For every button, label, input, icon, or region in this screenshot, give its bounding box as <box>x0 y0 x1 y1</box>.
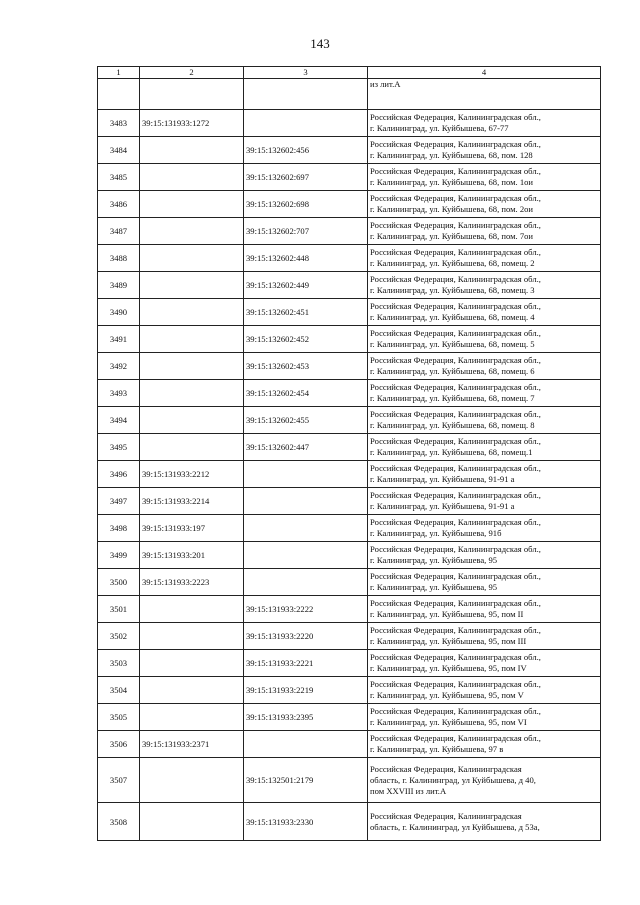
address-line: г. Калининград, ул. Куйбышева, 68, помещ. 4 <box>370 312 535 322</box>
row-number-cell: 3503 <box>98 650 140 677</box>
table-row <box>98 191 601 218</box>
address-cell <box>368 434 601 461</box>
address-line: Российская Федерация, Калининградская обл., <box>370 112 541 122</box>
address-line: Российская Федерация, Калининградская обл., <box>370 436 541 446</box>
address-line: Российская Федерация, Калининградская обл., <box>370 274 541 284</box>
cadastral-number-cell: 39:15:132602:447 <box>244 434 368 461</box>
address-line: г. Калининград, ул. Куйбышева, 68, помещ. 5 <box>370 339 535 349</box>
address-line: г. Калининград, ул. Куйбышева, 68, пом. 2ои <box>370 204 534 214</box>
address-line: г. Калининград, ул. Куйбышева, 68, помещ. 7 <box>370 393 535 403</box>
address-cell <box>368 758 601 803</box>
cadastral-number-cell <box>140 272 244 299</box>
cadastral-number-cell <box>140 803 244 841</box>
row-number-cell: 3496 <box>98 461 140 488</box>
address-line: Российская Федерация, Калининградская обл., <box>370 490 541 500</box>
table-row <box>98 803 601 841</box>
address-line: Российская Федерация, Калининградская обл., <box>370 220 541 230</box>
address-cell <box>368 353 601 380</box>
table-row <box>98 704 601 731</box>
cadastral-number-cell: 39:15:131933:2221 <box>244 650 368 677</box>
table-row <box>98 79 601 110</box>
header-cell-1: 1 <box>98 67 140 79</box>
cadastral-number-cell: 39:15:132602:448 <box>244 245 368 272</box>
table-row <box>98 542 601 569</box>
address-cell <box>368 461 601 488</box>
table-row <box>98 137 601 164</box>
header-cell-3: 3 <box>244 67 368 79</box>
address-line: Российская Федерация, Калининградская обл., <box>370 355 541 365</box>
row-number-cell: 3504 <box>98 677 140 704</box>
address-line: г. Калининград, ул. Куйбышева, 95, пом V <box>370 690 524 700</box>
address-cell <box>368 488 601 515</box>
row-number-cell: 3495 <box>98 434 140 461</box>
cadastral-number-cell: 39:15:131933:201 <box>140 542 244 569</box>
cadastral-number-cell <box>244 110 368 137</box>
cadastral-number-cell: 39:15:132602:452 <box>244 326 368 353</box>
address-line: Российская Федерация, Калининградская обл., <box>370 598 541 608</box>
cadastral-number-cell: 39:15:131933:2330 <box>244 803 368 841</box>
header-row <box>98 67 601 79</box>
address-cell <box>368 272 601 299</box>
cadastral-number-cell <box>140 650 244 677</box>
row-number-cell: 3486 <box>98 191 140 218</box>
cadastral-number-cell: 39:15:131933:2223 <box>140 569 244 596</box>
address-line: г. Калининград, ул. Куйбышева, 95 <box>370 582 498 592</box>
cadastral-number-cell: 39:15:131933:2395 <box>244 704 368 731</box>
address-line: Российская Федерация, Калининградская обл., <box>370 247 541 257</box>
cadastral-number-cell <box>140 218 244 245</box>
address-line: Российская Федерация, Калининградская обл., <box>370 139 541 149</box>
row-number-cell: 3491 <box>98 326 140 353</box>
address-line: г. Калининград, ул. Куйбышева, 97 в <box>370 744 504 754</box>
cadastral-number-cell: 39:15:131933:2212 <box>140 461 244 488</box>
address-line: Российская Федерация, Калининградская обл., <box>370 625 541 635</box>
cadastral-number-cell <box>244 488 368 515</box>
address-line: Российская Федерация, Калининградская обл., <box>370 652 541 662</box>
cadastral-number-cell <box>140 758 244 803</box>
row-number-cell: 3488 <box>98 245 140 272</box>
address-line: Российская Федерация, Калининградская обл., <box>370 733 541 743</box>
row-number-cell: 3494 <box>98 407 140 434</box>
table-row <box>98 272 601 299</box>
cadastral-number-cell: 39:15:132602:707 <box>244 218 368 245</box>
address-line: Российская Федерация, Калининградская обл., <box>370 166 541 176</box>
table-row <box>98 245 601 272</box>
address-line: Российская Федерация, Калининградская обл., <box>370 463 541 473</box>
table-row <box>98 596 601 623</box>
address-cell <box>368 326 601 353</box>
address-line: г. Калининград, ул. Куйбышева, 68, помещ.1 <box>370 447 533 457</box>
address-cell <box>368 623 601 650</box>
address-line: г. Калининград, ул. Куйбышева, 68, пом. 128 <box>370 150 533 160</box>
address-line: г. Калининград, ул. Куйбышева, 91б <box>370 528 502 538</box>
cadastral-number-cell: 39:15:132602:454 <box>244 380 368 407</box>
address-cell <box>368 569 601 596</box>
table-row <box>98 569 601 596</box>
address-line: Российская Федерация, Калининградская обл., <box>370 301 541 311</box>
row-number-cell: 3493 <box>98 380 140 407</box>
address-cell <box>368 596 601 623</box>
page-number: 143 <box>310 36 330 51</box>
cadastral-number-cell: 39:15:132602:453 <box>244 353 368 380</box>
table-row <box>98 677 601 704</box>
address-line: г. Калининград, ул. Куйбышева, 67-77 <box>370 123 509 133</box>
address-cell <box>368 137 601 164</box>
address-line: Российская Федерация, Калининградская обл., <box>370 544 541 554</box>
row-number-cell: 3501 <box>98 596 140 623</box>
cadastral-number-cell <box>244 515 368 542</box>
address-cell <box>368 650 601 677</box>
address-cell <box>368 218 601 245</box>
address-cell <box>368 803 601 841</box>
address-cell <box>368 731 601 758</box>
address-line: г. Калининград, ул. Куйбышева, 68, помещ. 8 <box>370 420 535 430</box>
cadastral-number-cell: 39:15:132602:455 <box>244 407 368 434</box>
cadastral-number-cell <box>140 164 244 191</box>
address-line: Российская Федерация, Калининградская обл., <box>370 571 541 581</box>
row-number-cell: 3492 <box>98 353 140 380</box>
address-line: Российская Федерация, Калининградская обл., <box>370 328 541 338</box>
row-number-cell: 3502 <box>98 623 140 650</box>
cadastral-number-cell: 39:15:132602:451 <box>244 299 368 326</box>
row-number-cell: 3508 <box>98 803 140 841</box>
address-line: Российская Федерация, Калининградская обл., <box>370 517 541 527</box>
table-row <box>98 218 601 245</box>
table-row <box>98 758 601 803</box>
table-row <box>98 299 601 326</box>
cadastral-number-cell <box>140 299 244 326</box>
cadastral-number-cell <box>140 79 244 110</box>
cadastral-number-cell: 39:15:131933:2214 <box>140 488 244 515</box>
row-number-cell: 3507 <box>98 758 140 803</box>
address-line: г. Калининград, ул. Куйбышева, 68, пом. 1ои <box>370 177 534 187</box>
address-line: г. Калининград, ул. Куйбышева, 68, помещ. 2 <box>370 258 535 268</box>
cadastral-number-cell: 39:15:132501:2179 <box>244 758 368 803</box>
cadastral-number-cell <box>140 353 244 380</box>
cadastral-number-cell: 39:15:132602:697 <box>244 164 368 191</box>
address-line: Российская Федерация, Калининградская обл., <box>370 679 541 689</box>
address-line: г. Калининград, ул. Куйбышева, 91-91 а <box>370 501 515 511</box>
cadastral-number-cell: 39:15:132602:456 <box>244 137 368 164</box>
address-line: Российская Федерация, Калининградская обл., <box>370 409 541 419</box>
cadastral-number-cell <box>244 569 368 596</box>
address-cell <box>368 245 601 272</box>
table-row <box>98 164 601 191</box>
table-row <box>98 434 601 461</box>
table-row <box>98 515 601 542</box>
cadastral-number-cell <box>140 704 244 731</box>
table-row <box>98 461 601 488</box>
cadastral-number-cell <box>140 677 244 704</box>
cadastral-number-cell: 39:15:131933:2371 <box>140 731 244 758</box>
row-number-cell: 3484 <box>98 137 140 164</box>
address-line: г. Калининград, ул. Куйбышева, 95, пом III <box>370 636 527 646</box>
cadastral-number-cell: 39:15:131933:2222 <box>244 596 368 623</box>
table-row <box>98 650 601 677</box>
address-line: г. Калининград, ул. Куйбышева, 91-91 а <box>370 474 515 484</box>
address-line: Российская Федерация, Калининградская обл., <box>370 706 541 716</box>
cadastral-number-cell: 39:15:132602:698 <box>244 191 368 218</box>
table-row <box>98 353 601 380</box>
address-line: г. Калининград, ул. Куйбышева, 95, пом IV <box>370 663 527 673</box>
address-line: г. Калининград, ул. Куйбышева, 95, пом VI <box>370 717 527 727</box>
address-line: г. Калининград, ул. Куйбышева, 68, помещ. 3 <box>370 285 535 295</box>
cadastral-number-cell: 39:15:131933:2220 <box>244 623 368 650</box>
cadastral-number-cell: 39:15:131933:2219 <box>244 677 368 704</box>
table-row <box>98 488 601 515</box>
address-line: г. Калининград, ул. Куйбышева, 95 <box>370 555 498 565</box>
address-cell <box>368 164 601 191</box>
cadastral-number-cell: 39:15:132602:449 <box>244 272 368 299</box>
row-number-cell: 3490 <box>98 299 140 326</box>
row-number-cell: 3498 <box>98 515 140 542</box>
header-cell-4: 4 <box>368 67 601 79</box>
cadastral-number-cell <box>140 191 244 218</box>
row-number-cell: 3489 <box>98 272 140 299</box>
address-line: Российская Федерация, Калининградская <box>370 810 522 821</box>
cadastral-number-cell <box>244 731 368 758</box>
table-row <box>98 110 601 137</box>
row-number-cell: 3506 <box>98 731 140 758</box>
address-cell <box>368 380 601 407</box>
table-body <box>98 79 601 841</box>
address-cell <box>368 704 601 731</box>
address-cell <box>368 407 601 434</box>
row-number-cell: 3485 <box>98 164 140 191</box>
address-cell <box>368 542 601 569</box>
address-line: область, г. Калининград, ул Куйбышева, д 53а, <box>370 821 540 832</box>
row-number-cell: 3483 <box>98 110 140 137</box>
address-line: пом XXVIII из лит.А <box>370 785 447 796</box>
address-cell <box>368 191 601 218</box>
cadastral-number-cell <box>140 380 244 407</box>
cadastral-number-cell: 39:15:131933:197 <box>140 515 244 542</box>
address-line: г. Калининград, ул. Куйбышева, 68, помещ. 6 <box>370 366 535 376</box>
table-row <box>98 380 601 407</box>
address-cell <box>368 515 601 542</box>
cadastral-number-cell <box>244 79 368 110</box>
table-row <box>98 407 601 434</box>
address-cell <box>368 299 601 326</box>
address-line: из лит.А <box>370 79 401 89</box>
address-line: Российская Федерация, Калининградская обл., <box>370 193 541 203</box>
cadastral-number-cell <box>244 542 368 569</box>
address-cell <box>368 110 601 137</box>
row-number-cell: 3500 <box>98 569 140 596</box>
cadastral-number-cell <box>140 137 244 164</box>
cadastral-number-cell: 39:15:131933:1272 <box>140 110 244 137</box>
row-number-cell <box>98 79 140 110</box>
table-row <box>98 623 601 650</box>
address-cell <box>368 79 601 110</box>
address-line: область, г. Калининград, ул Куйбышева, д 40, <box>370 774 536 785</box>
header-cell-2: 2 <box>140 67 244 79</box>
cadastral-number-cell <box>140 326 244 353</box>
cadastral-number-cell <box>244 461 368 488</box>
address-line: г. Калининград, ул. Куйбышева, 95, пом II <box>370 609 524 619</box>
address-line: г. Калининград, ул. Куйбышева, 68, пом. 7ои <box>370 231 534 241</box>
address-line: Российская Федерация, Калининградская <box>370 763 522 774</box>
address-line: Российская Федерация, Калининградская обл., <box>370 382 541 392</box>
table-row <box>98 326 601 353</box>
table-row <box>98 731 601 758</box>
row-number-cell: 3487 <box>98 218 140 245</box>
cadastral-number-cell <box>140 245 244 272</box>
cadastral-number-cell <box>140 596 244 623</box>
cadastral-number-cell <box>140 407 244 434</box>
cadastral-number-cell <box>140 623 244 650</box>
registry-table <box>97 66 601 841</box>
cadastral-number-cell <box>140 434 244 461</box>
row-number-cell: 3505 <box>98 704 140 731</box>
row-number-cell: 3497 <box>98 488 140 515</box>
address-cell <box>368 677 601 704</box>
row-number-cell: 3499 <box>98 542 140 569</box>
